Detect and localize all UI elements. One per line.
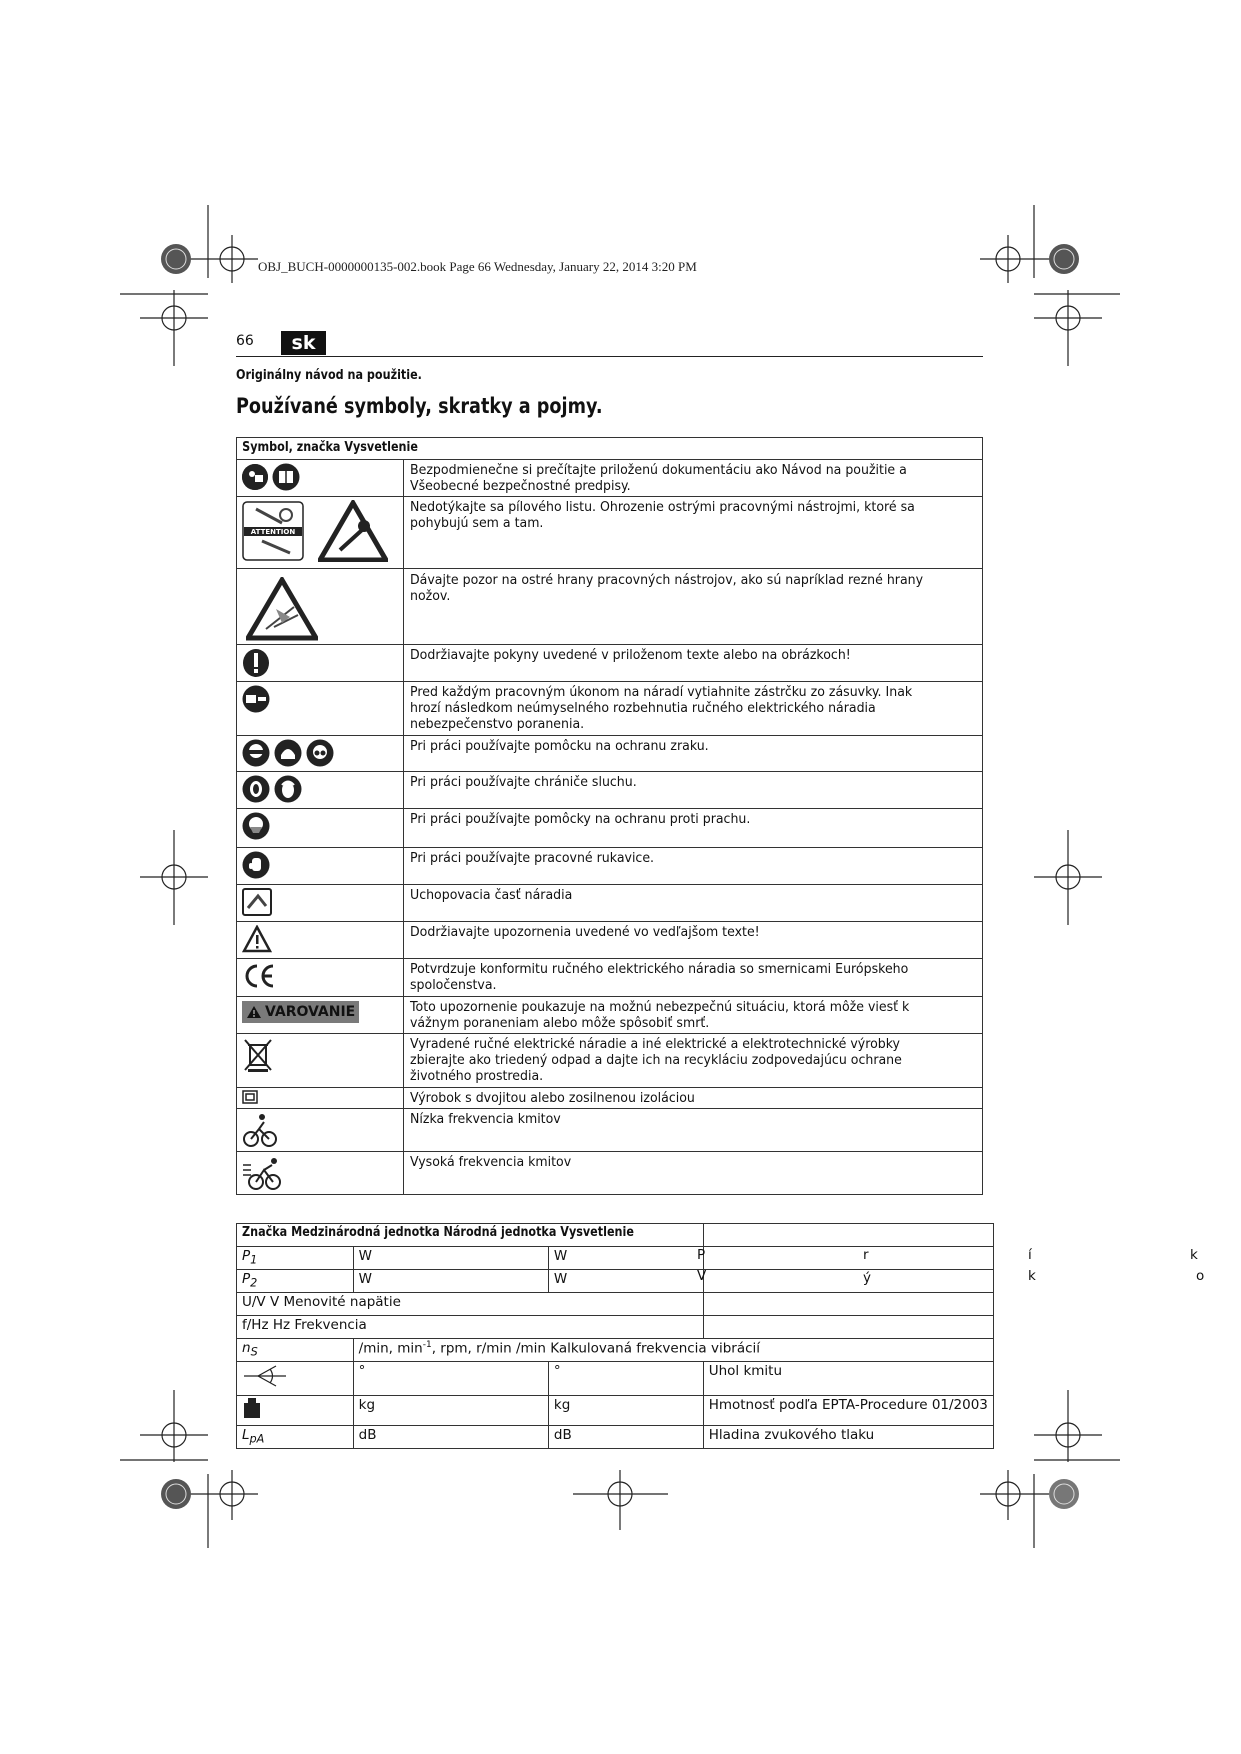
table-row xyxy=(237,997,983,1034)
stray-char: í xyxy=(1028,1247,1032,1263)
dust-mask-icon xyxy=(242,812,270,840)
table-row xyxy=(237,959,983,997)
language-badge: sk xyxy=(281,331,326,355)
double-insulation-icon xyxy=(242,1090,258,1104)
stray-char: k xyxy=(1028,1268,1036,1284)
header-rule xyxy=(236,356,983,357)
unit-symbol: $L_{pA}$ xyxy=(237,1426,354,1449)
svg-text:ATTENTION: ATTENTION xyxy=(250,528,296,536)
unit-merged-cell: U/V V Menovité napätie xyxy=(237,1293,704,1316)
table-row xyxy=(237,645,983,682)
table-row xyxy=(237,1362,994,1396)
table-row xyxy=(237,569,983,645)
symbol-description: Pred každým pracovným úkonom na náradí vytiahnite zástrčku zo zásuvky. Inak hrozí následkom neúmyselného rozbehnutia ručného elektrického náradia nebezpečenstvo poranenia. xyxy=(404,682,983,736)
ear-muffs-icon xyxy=(274,775,302,803)
symbol-description: Výrobok s dvojitou alebo zosilnenou izoláciou xyxy=(404,1088,983,1109)
unit-description xyxy=(703,1293,993,1316)
unit-international: dB xyxy=(353,1426,548,1449)
symbol-description: Nízka frekvencia kmitov xyxy=(404,1109,983,1152)
table-row xyxy=(237,848,983,885)
units-table-header-row xyxy=(237,1224,994,1247)
symbol-cell xyxy=(237,922,404,959)
unit-description xyxy=(703,1270,993,1293)
unit-symbol xyxy=(237,1396,354,1426)
unit-national: W xyxy=(548,1270,703,1293)
table-row xyxy=(237,1088,983,1109)
table-row xyxy=(237,1316,994,1339)
symbol-cell xyxy=(237,497,404,569)
stray-char: ý xyxy=(863,1270,871,1286)
symbol-cell xyxy=(237,959,404,997)
face-shield-icon xyxy=(274,739,302,767)
table-row xyxy=(237,1247,994,1270)
table-row xyxy=(237,1034,983,1088)
unit-national: kg xyxy=(548,1396,703,1426)
table-row xyxy=(237,809,983,848)
unit-international: W xyxy=(353,1270,548,1293)
symbol-description: Vyradené ručné elektrické náradie a iné elektrické a elektrotechnické výrobky zbierajte ako triedený odpad a dajte ich na recykláciu zodpovedajúcu ochrane životného prostredia. xyxy=(404,1034,983,1088)
warning-sharp-edges-icon xyxy=(246,577,318,641)
units-table-header-empty xyxy=(703,1224,993,1247)
gloves-icon xyxy=(242,851,270,879)
grip-surface-icon xyxy=(242,888,272,916)
attention-saw-blade-icon xyxy=(242,501,304,561)
symbol-description: Pri práci používajte chrániče sluchu. xyxy=(404,772,983,809)
symbol-cell xyxy=(237,848,404,885)
exclamation-icon xyxy=(242,648,270,678)
unit-international: ° xyxy=(353,1362,548,1396)
slow-bicycle-icon xyxy=(242,1112,278,1148)
table-row xyxy=(237,682,983,736)
weight-icon xyxy=(242,1397,262,1419)
unit-description: Hladina zvukového tlaku xyxy=(703,1426,993,1449)
page-number: 66 xyxy=(236,333,254,349)
symbol-description: Bezpodmienečne si prečítajte priloženú dokumentáciu ako Návod na použitie a Všeobecné bezpečnostné predpisy. xyxy=(404,460,983,497)
unit-description xyxy=(703,1316,993,1339)
symbol-cell xyxy=(237,1109,404,1152)
symbol-cell xyxy=(237,772,404,809)
unit-symbol xyxy=(237,1362,354,1396)
stray-char: o xyxy=(1196,1268,1205,1284)
eye-protection-icon xyxy=(242,739,270,767)
ce-mark-icon xyxy=(242,962,276,990)
stray-char: P xyxy=(697,1247,706,1263)
symbol-cell xyxy=(237,460,404,497)
symbol-description: Pri práci používajte pomôcku na ochranu zraku. xyxy=(404,736,983,772)
warning-cutting-icon xyxy=(318,500,388,562)
unit-national: ° xyxy=(548,1362,703,1396)
symbol-cell xyxy=(237,736,404,772)
symbol-description: Pri práci používajte pracovné rukavice. xyxy=(404,848,983,885)
ear-protection-icon xyxy=(242,775,270,803)
oscillation-angle-icon xyxy=(242,1363,288,1389)
goggles-icon xyxy=(306,739,334,767)
table-row xyxy=(237,460,983,497)
read-manual-icon xyxy=(242,464,268,490)
table-row xyxy=(237,1396,994,1426)
fast-bicycle-icon xyxy=(242,1155,282,1191)
file-slug: OBJ_BUCH-0000000135-002.book Page 66 Wednesday, January 22, 2014 3:20 PM xyxy=(258,259,697,274)
unit-symbol: $P_1$ xyxy=(237,1247,354,1270)
symbol-description: Uchopovacia časť náradia xyxy=(404,885,983,922)
unit-symbol: $P_2$ xyxy=(237,1270,354,1293)
symbol-cell xyxy=(237,809,404,848)
unit-international: W xyxy=(353,1247,548,1270)
stray-char: k xyxy=(1190,1247,1198,1263)
crossed-bin-icon xyxy=(242,1037,274,1073)
symbol-description: Vysoká frekvencia kmitov xyxy=(404,1152,983,1195)
unit-description: Hmotnosť podľa EPTA-Procedure 01/2003 xyxy=(703,1396,993,1426)
symbol-description: Pri práci používajte pomôcky na ochranu proti prachu. xyxy=(404,809,983,848)
unit-merged-cell: /min, $\min^{-1}$, rpm, r/min /min Kalkulovaná frekvencia vibrácií xyxy=(353,1339,993,1362)
symbol-description: Nedotýkajte sa pílového listu. Ohrozenie ostrými pracovnými nástrojmi, ktoré sa pohybujú sem a tam. xyxy=(404,497,983,569)
table-row xyxy=(237,1109,983,1152)
warning-triangle-icon xyxy=(242,925,272,953)
table-row xyxy=(237,885,983,922)
symbol-description: Toto upozornenie poukazuje na možnú nebezpečnú situáciu, ktorá môže viesť k vážnym poraneniam alebo môže spôsobiť smrť. xyxy=(404,997,983,1034)
symbol-cell xyxy=(237,1088,404,1109)
symbol-description: Dávajte pozor na ostré hrany pracovných nástrojov, ako sú napríklad rezné hrany nožov. xyxy=(404,569,983,645)
book-icon xyxy=(272,463,300,491)
table-row xyxy=(237,736,983,772)
table-row xyxy=(237,922,983,959)
symbols-table-header-row xyxy=(237,438,983,460)
symbol-cell xyxy=(237,682,404,736)
symbols-table xyxy=(236,437,983,1195)
stray-char: V xyxy=(697,1268,707,1284)
symbol-cell xyxy=(237,997,404,1034)
units-table xyxy=(236,1223,994,1449)
units-table-header: Značka Medzinárodná jednotka Národná jednotka Vysvetlenie xyxy=(237,1224,704,1247)
symbols-table-header: Symbol, značka Vysvetlenie xyxy=(237,438,983,460)
unit-symbol: $n_S$ xyxy=(237,1339,354,1362)
table-row xyxy=(237,1339,994,1362)
unit-national: dB xyxy=(548,1426,703,1449)
symbol-description: Dodržiavajte pokyny uvedené v priloženom texte alebo na obrázkoch! xyxy=(404,645,983,682)
unit-merged-cell: f/Hz Hz Frekvencia xyxy=(237,1316,704,1339)
table-row xyxy=(237,497,983,569)
stray-char: r xyxy=(863,1247,869,1263)
unit-international: kg xyxy=(353,1396,548,1426)
symbol-description: Potvrdzuje konformitu ručného elektrického náradia so smernicami Európskeho spoločenstva. xyxy=(404,959,983,997)
page-subtitle: Originálny návod na použitie. xyxy=(236,368,422,383)
table-row xyxy=(237,1152,983,1195)
unit-national: W xyxy=(548,1247,703,1270)
page-title: Používané symboly, skratky a pojmy. xyxy=(236,394,603,418)
symbol-cell xyxy=(237,1034,404,1088)
symbol-cell xyxy=(237,645,404,682)
symbol-cell xyxy=(237,1152,404,1195)
unit-description xyxy=(703,1247,993,1270)
symbol-cell xyxy=(237,569,404,645)
table-row xyxy=(237,772,983,809)
symbol-description: Dodržiavajte upozornenia uvedené vo vedľajšom texte! xyxy=(404,922,983,959)
unit-description: Uhol kmitu xyxy=(703,1362,993,1396)
varovanie-label-icon: VAROVANIE xyxy=(242,1001,359,1023)
table-row xyxy=(237,1270,994,1293)
table-row xyxy=(237,1426,994,1449)
symbol-cell xyxy=(237,885,404,922)
table-row xyxy=(237,1293,994,1316)
unplug-icon xyxy=(242,685,270,713)
